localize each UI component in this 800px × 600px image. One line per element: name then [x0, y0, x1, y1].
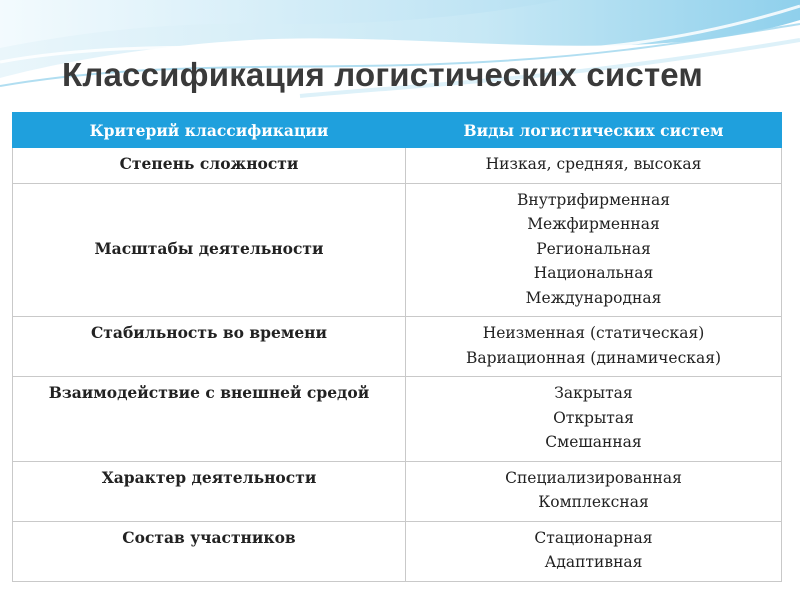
kinds-cell [406, 377, 782, 462]
table-row [13, 183, 782, 317]
kind-item: Национальная [533, 264, 654, 282]
kind-item: Региональная [536, 239, 651, 258]
kinds-cell [406, 183, 782, 317]
kinds-cell [406, 317, 782, 377]
kind-item: Внутрифирменная [517, 190, 670, 209]
kind-item: Специализированная [505, 468, 682, 487]
criterion-cell: Характер деятельности [13, 461, 406, 521]
table-row [13, 521, 782, 581]
kinds-cell [406, 521, 782, 581]
header-criterion: Критерий классификации [13, 113, 406, 148]
kind-item: Комплексная [538, 493, 649, 511]
table-row [13, 317, 782, 377]
criterion-cell: Состав участников [13, 521, 406, 581]
page-title: Классификация логистических систем [62, 56, 704, 93]
kind-item: Международная [525, 288, 662, 307]
table-row [13, 461, 782, 521]
kinds-cell [406, 461, 782, 521]
kind-item: Неизменная (статическая) [482, 324, 705, 342]
kind-item: Адаптивная [544, 553, 643, 571]
criterion-cell: Взаимодействие с внешней средой [13, 377, 406, 462]
header-kinds: Виды логистических систем [406, 113, 782, 148]
kind-item: Вариационная (динамическая) [465, 348, 722, 367]
kind-item: Стационарная [534, 528, 653, 547]
classification-table [12, 112, 782, 582]
kinds-cell [406, 148, 782, 184]
table-row [13, 148, 782, 184]
kind-item: Открытая [553, 408, 634, 427]
criterion-cell: Масштабы деятельности [13, 183, 406, 317]
kind-item: Смешанная [545, 433, 642, 451]
table-row [13, 377, 782, 462]
kind-item: Межфирменная [527, 215, 660, 233]
kind-item: Закрытая [554, 384, 633, 402]
criterion-cell: Стабильность во времени [13, 317, 406, 377]
criterion-cell: Степень сложности [13, 148, 406, 184]
kind-item: Низкая, средняя, высокая [485, 155, 702, 173]
table-header-row [13, 113, 782, 148]
